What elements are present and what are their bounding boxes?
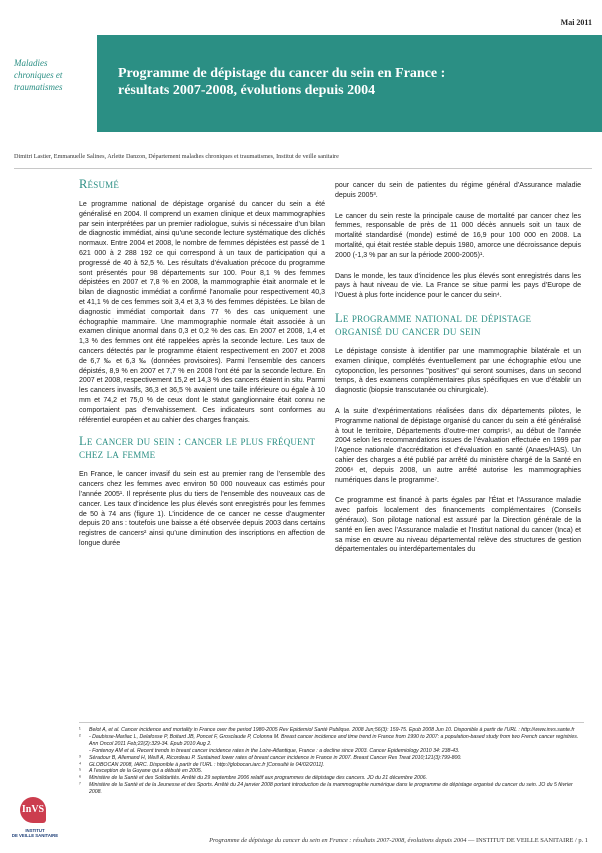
body-paragraph: Dans le monde, les taux d’incidence les plus élevés sont enregistrés dans les pays à haut niveau de vie. La France se situe parmi les pays d’Europe de l’Ouest à plus forte incidence pour le cancer du sein⁴. — [335, 272, 581, 300]
body-paragraph: pour cancer du sein de patientes du régime général d’Assurance maladie depuis 2005³. — [335, 182, 581, 199]
programme-section-heading: Le programme national de dépistage organisé du cancer du sein — [335, 310, 532, 338]
footnote: ⁶ Ministère de la Santé et des Solidarités. Arrêté du 29 septembre 2006 relatif aux programmes de dépistage des cancers. JO du 21 décembre 2006. — [79, 775, 428, 782]
issue-date: Mai 2011 — [560, 18, 592, 27]
footnote: - Fontenoy AM et al. Recent trends in breast cancer incidence rates in the Loire-Atlantique, France : a decline since 2003. Cancer Epidemiology 2010 34: 238-43. — [89, 747, 460, 754]
footnote: ³ Séradour B, Allemand H, Weill A, Ricordeau P. Sustained lower rates of breast cancer incidence in France in 2007. Breast Cancer Res Treat 2010;121(3):799-800. — [79, 754, 462, 761]
page-footer — [118, 837, 588, 844]
divider — [14, 168, 592, 169]
body-paragraph: Le dépistage consiste à identifier par une mammographie bilatérale et un examen clinique, complétés éventuellement par une échographie et/ou une cytoponction, les personnes "positives" qui seront soumises, dans un second temps, à des examens complémentaires plus spécifiques en vue d’établir un diagnostic (biopsie transcutanée ou chirurgicale). — [335, 347, 581, 395]
cancer-section-heading: Le cancer du sein : cancer le plus fréquent chez la femme — [79, 434, 316, 462]
section-label — [14, 57, 63, 93]
footnotes — [79, 727, 584, 796]
footer-title: Programme de dépistage du cancer du sein en France : résultats 2007-2008, évolutions depuis 2004 — [209, 837, 467, 844]
title-banner — [0, 35, 602, 132]
authors-line: Dimitri Lastier, Emmanuelle Salines, Arlette Danzon, Département maladies chroniques et traumatismes, Institut de veille sanitaire — [14, 153, 339, 160]
invs-logo — [8, 797, 62, 845]
right-column — [335, 181, 581, 566]
resume-paragraph: Le programme national de dépistage organisé du cancer du sein a été généralisé en 2004. Il comprend un examen clinique et deux mammographies par sein interprétées par un premier radiologue, suivis si nécessaire d’un bilan de diagnostic immédiat, ainsi qu’une seconde lecture systématique des clichés normaux. Entre 2004 et 2008, le nombre de femmes dépistées est passé de 1 621 000 à 2 288 192 ce qui correspond à un taux de participation qui a progressé de 40 à 52,5 %. Les résultats d’évaluation précoce du programme sont présentés pour 98 départements sur 100. Pour 8,1 % des femmes dépistées en 2007 et 7,8 % en 2008, la mammographie était anormale et le bilan de diagnostic immédiat a confirmé l’anomalie pour respectivement 40,3 et 41,1 % de ces femmes soit 3,4 et 3,3 % des femmes dépistées. Le bilan de diagnostic immédiat comportait dans 77 % des cas uniquement une échographie mammaire. Une mammographie normale était associée à un examen clinique anormal dans 0,3 et 0,2 % des cas. En 2007 et 2008, 1,4 et 1,3 % des femmes ont été rappelées après la seconde lecture. Les taux de cancers détectés par le programme étaient respectivement en 2007 et 2008 de 6,7 ‰ et 6,3 ‰ (données provisoires). Parmi l’ensemble des cancers dépistés, 8,9 % en 2007 et 7,7 % en 2008 l’ont été par la seconde lecture. En 2007 et 2008, respectivement 15,2 et 14,3 % des cancers étaient in situ. Parmi les cancers invasifs, 36,3 et 36,5 % avaient une taille inférieure ou égale à 10 mm et 74,2 et 75,0 % de ceux dont le statut ganglionnaire était connu ne comportaient pas d’envahissement. Ces indicateurs sont conformes au référentiel européen et au cahier des charges français. — [79, 201, 326, 424]
footer-org: — INSTITUT DE VEILLE SANITAIRE / — [468, 837, 577, 844]
left-column — [79, 178, 325, 559]
article-title-line: Programme de dépistage du cancer du sein en France : — [118, 66, 446, 81]
footnote-divider — [79, 722, 584, 723]
footnote: ⁵ A l’exception de la Guyane qui a débuté en 2005. — [79, 768, 203, 775]
footnote: ¹ Belot A, et al. Cancer incidence and mortality in France over the period 1980-2005 Rev Epidemiol Santé Publique. 2008 Jun;56(3): 159-75. Epub 2008 Jun 10. Disponible à partir de l’URL : http://www.invs.sante.fr — [79, 727, 575, 733]
section-label-line: Maladies — [14, 58, 48, 68]
resume-heading: Résumé — [79, 177, 120, 191]
logo-text: INSTITUT DE VEILLE SANITAIRE — [11, 828, 59, 838]
body-paragraph: A la suite d’expérimentations réalisées dans dix départements pilotes, le Programme national de dépistage organisé du cancer du sein a été généralisé à tout le territoire, Départements d’outre-mer compris⁵, au début de l’année 2004 selon les recommandations issues de l’évaluation effectuée en 1999 par l’Agence nationale d’accréditation et d’évaluation en santé (Anaes/HAS). Un cahier des charges a été publié par arrêté du ministère chargé de la Santé en 2006⁶ et, depuis 2008, un autre arrêté autorise les mammographies numériques dans le programme⁷. — [335, 407, 581, 484]
footnote: ² - Daubisse-Marliac L, Delafosse P, Boitard JB, Poncet F, Grosclaude P, Colonna M. Breast cancer incidence and time trend in France from 1990 to 2007: a population-based study from two French cancer registries. Ann Oncol 2011 Feb;22(2):329-34. Epub 2010 Aug 2. — [79, 733, 579, 747]
page-number: p. 1 — [578, 837, 588, 844]
section-label-line: chroniques et — [14, 70, 63, 80]
article-title-line: résultats 2007-2008, évolutions depuis 2004 — [118, 83, 376, 98]
footnote: ⁷ Ministère de la Santé et de la Jeunesse et des Sports. Arrêté du 24 janvier 2008 portant introduction de la mammographie numérique dans le programme de dépistage organisé du cancer du sein. JO du 5 février 2008. — [79, 782, 573, 796]
section-label-box — [0, 35, 97, 132]
article-title — [118, 65, 588, 99]
logo-mark-icon: InVS — [20, 797, 46, 827]
body-paragraph: Ce programme est financé à parts égales par l’État et l’Assurance maladie avec parfois localement des financements complémentaires (Conseils généraux). Son pilotage national est assuré par la Direction générale de la santé en lien avec l’Assurance maladie et l’Institut national du cancer (Inca) et sa mise en œuvre au niveau départemental relève des structures de gestion départementales ou interdépartementales du — [335, 497, 581, 554]
cancer-paragraph: En France, le cancer invasif du sein est au premier rang de l’ensemble des cancers chez les femmes avec environ 50 000 nouveaux cas estimés pour l’année 2005¹. Il représente plus du tiers de l’ensemble des nouveaux cas de cancer. Les taux d’incidence les plus élevés sont enregistrés pour les femmes de 50 à 74 ans (figure 1). L’incidence de ce cancer ne cesse d’augmenter depuis 20 ans : toutefois une baisse a été observée depuis 2003 dans certains registres de cancers² ainsi qu’une diminution des inscriptions en affection de longue durée — [79, 471, 325, 547]
body-paragraph: Le cancer du sein reste la principale cause de mortalité par cancer chez les femmes, responsable de près de 11 000 décès annuels soit un taux de mortalité standardisé (monde) estimé de 16,9 pour 100 000 en 2008. La mortalité, qui était restée stable depuis 1980, amorce une décroissance depuis 2000 (-1,3 % par an sur la période 2000-2005)¹. — [335, 212, 581, 259]
section-label-line: traumatismes — [14, 82, 63, 92]
footnote: ⁴ GLOBOCAN 2008, IARC. Disponible à partir de l’URL : http://globocan.iarc.fr [Consulté le 04/02/2011]. — [79, 761, 325, 768]
